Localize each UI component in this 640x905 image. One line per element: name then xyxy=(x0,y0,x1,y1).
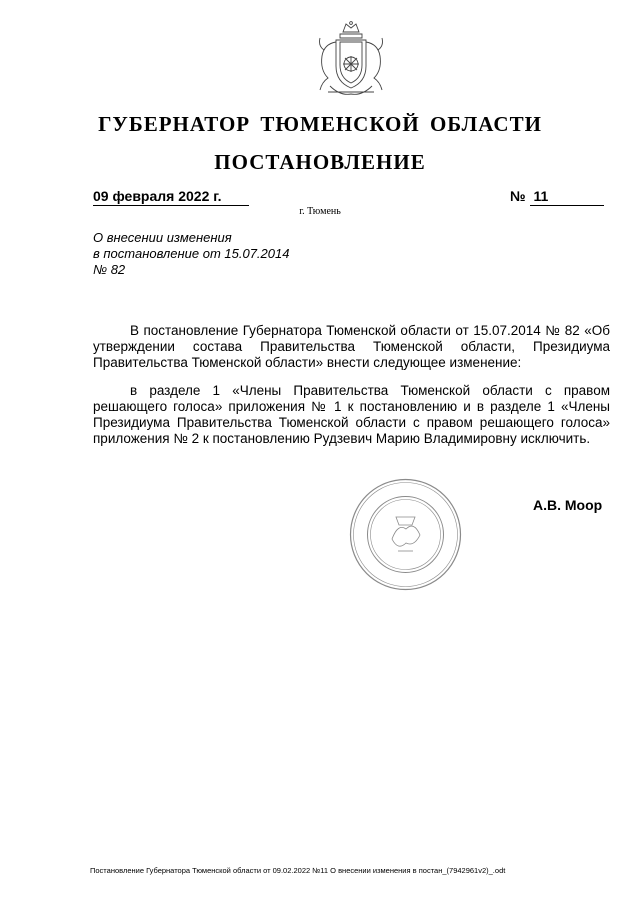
footer-file-info: Постановление Губернатора Тюменской области от 09.02.2022 №11 О внесении изменения в постан_(7942961v2)_.odt xyxy=(90,866,506,875)
coat-of-arms-emblem xyxy=(310,20,392,102)
official-seal-stamp xyxy=(348,477,463,592)
document-subject xyxy=(93,230,333,278)
body-paragraph: в разделе 1 «Члены Правительства Тюменской области с правом решающего голоса» приложения № 1 к постановлению и в разделе 1 «Члены Президиума Правительства Тюменской области с правом решающего голоса» приложения № 2 к постановлению Рудзевич Марию Владимировну исключить. xyxy=(93,383,610,446)
document-date: 09 февраля 2022 г. xyxy=(93,188,249,206)
subject-line: О внесении изменения xyxy=(93,230,232,245)
document-body xyxy=(93,323,610,459)
page-title: ГУБЕРНАТОР ТЮМЕНСКОЙ ОБЛАСТИ xyxy=(98,112,542,136)
subject-line: в постановление от 15.07.2014 xyxy=(93,246,290,261)
number-label: № xyxy=(510,188,526,204)
subject-line: № 82 xyxy=(93,262,126,277)
document-type: ПОСТАНОВЛЕНИЕ xyxy=(214,150,426,174)
body-paragraph: В постановление Губернатора Тюменской области от 15.07.2014 № 82 «Об утверждении состава Правительства Тюменской области, Президиума Правительства Тюменской области» внести следующее изменение: xyxy=(93,323,610,370)
signature-name: А.В. Моор xyxy=(533,497,603,513)
document-number xyxy=(510,188,604,206)
number-value: 11 xyxy=(530,188,604,206)
city-label: г. Тюмень xyxy=(299,206,341,217)
